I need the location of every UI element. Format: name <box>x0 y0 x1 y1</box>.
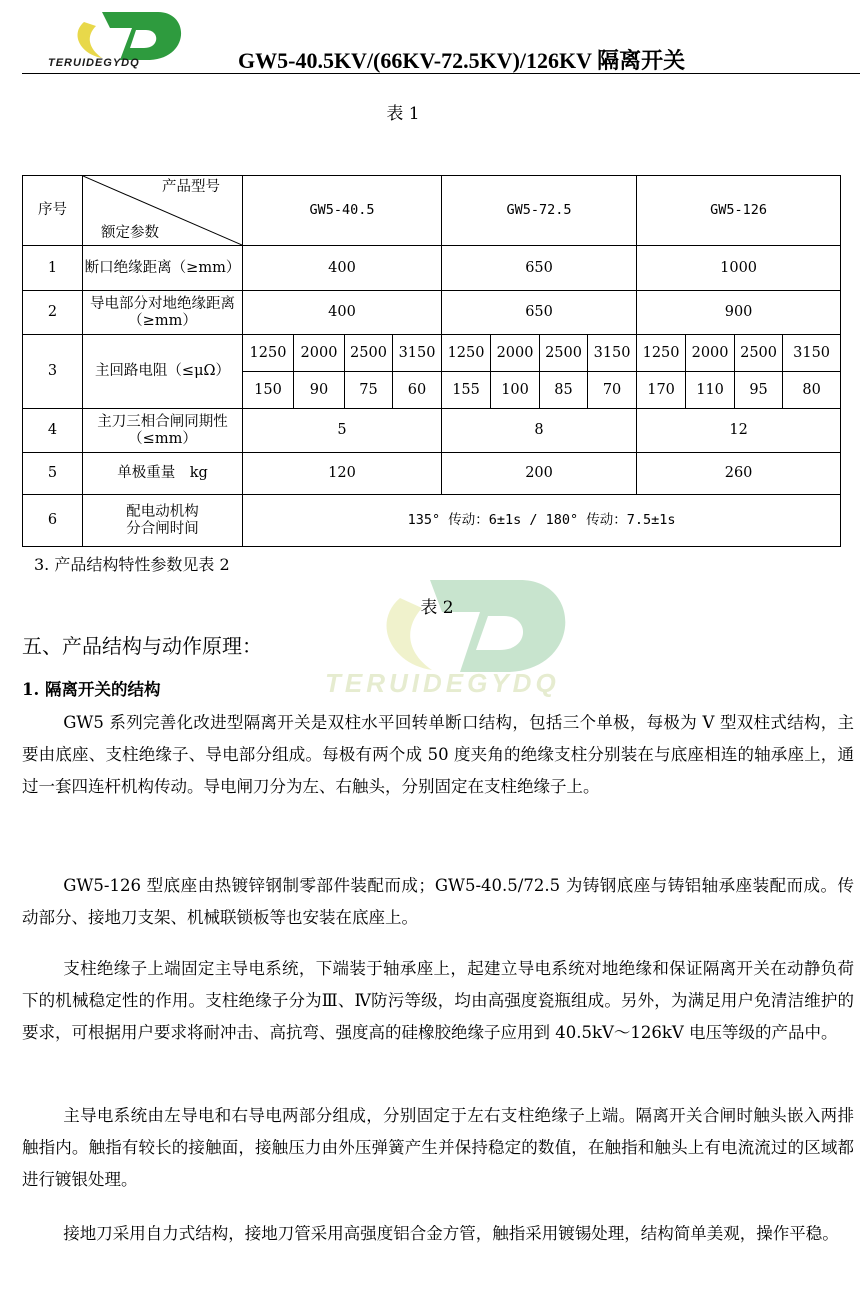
resistance-current: 1250 <box>243 335 294 372</box>
resistance-value: 90 <box>294 372 345 409</box>
diagonal-header-cell <box>83 176 243 246</box>
row-number: 4 <box>23 409 83 453</box>
resistance-value: 70 <box>588 372 637 409</box>
table-header-row <box>23 176 841 246</box>
row-param-line: 配电动机构 <box>126 503 199 520</box>
cell-value: 650 <box>442 291 637 335</box>
cell-value: 260 <box>637 453 841 495</box>
resistance-value: 100 <box>491 372 540 409</box>
row-param: 导电部分对地绝缘距离（≥mm） <box>83 291 243 335</box>
resistance-value: 75 <box>345 372 393 409</box>
paragraph: 接地刀采用自力式结构，接地刀管采用高强度铝合金方管，触指采用镀锡处理，结构简单美观，操作平稳。 <box>63 1224 839 1243</box>
corner-label-model: 产品型号 <box>162 179 220 195</box>
table-row <box>23 291 841 335</box>
row-number: 5 <box>23 453 83 495</box>
resistance-value: 150 <box>243 372 294 409</box>
table-row <box>23 246 841 291</box>
section-subheading: 1. 隔离开关的结构 <box>22 680 161 699</box>
paragraph: 支柱绝缘子上端固定主导电系统，下端装于轴承座上，起建立导电系统对地绝缘和保证隔离开关在动静负荷下的机械稳定性的作用。支柱绝缘子分为Ⅲ、Ⅳ防污等级，均由高强度瓷瓶组成。另外，为满足用户免清洁维护的要求，可根据用户要求将耐冲击、高抗弯、强度高的硅橡胶绝缘子应用到 40.5kV～126kV 电压等级的产品中。 <box>22 959 854 1042</box>
row-param: 单极重量 kg <box>83 453 243 495</box>
resistance-current-row <box>23 335 841 372</box>
table-note: 3. 产品结构特性参数见表 2 <box>34 555 230 574</box>
cell-value: 120 <box>243 453 442 495</box>
model-header: GW5-126 <box>637 176 841 246</box>
resistance-value: 95 <box>735 372 783 409</box>
cell-value: 135° 传动：6±1s / 180° 传动：7.5±1s <box>243 495 841 547</box>
cell-value: 400 <box>243 291 442 335</box>
parameter-table <box>22 175 841 547</box>
table1-caption: 表 1 <box>386 104 420 124</box>
cell-value: 5 <box>243 409 442 453</box>
paragraph: GW5-126 型底座由热镀锌钢制零部件装配而成；GW5-40.5/72.5 为铸钢底座与铸铝轴承座装配而成。传动部分、接地刀支架、机械联锁板等也安装在底座上。 <box>22 876 854 927</box>
cell-value: 8 <box>442 409 637 453</box>
cell-value: 400 <box>243 246 442 291</box>
model-header: GW5-40.5 <box>243 176 442 246</box>
resistance-current: 2500 <box>735 335 783 372</box>
resistance-current: 3150 <box>588 335 637 372</box>
table-row <box>23 453 841 495</box>
section-heading: 五、产品结构与动作原理： <box>22 634 262 658</box>
row-number: 1 <box>23 246 83 291</box>
row-param <box>83 495 243 547</box>
page-title: GW5-40.5KV/(66KV-72.5KV)/126KV 隔离开关 <box>238 48 686 73</box>
corner-label-param: 额定参数 <box>101 225 159 242</box>
resistance-value: 170 <box>637 372 686 409</box>
row-param: 断口绝缘距离（≥mm） <box>83 246 243 291</box>
cell-value: 1000 <box>637 246 841 291</box>
cell-value: 200 <box>442 453 637 495</box>
row-number: 3 <box>23 335 83 409</box>
resistance-value: 155 <box>442 372 491 409</box>
resistance-current: 3150 <box>393 335 442 372</box>
row-param-line: 分合闸时间 <box>126 520 199 537</box>
resistance-current: 3150 <box>783 335 841 372</box>
model-header: GW5-72.5 <box>442 176 637 246</box>
cell-value: 12 <box>637 409 841 453</box>
resistance-current: 2500 <box>540 335 588 372</box>
paragraph: GW5 系列完善化改进型隔离开关是双柱水平回转单断口结构，包括三个单极，每极为 V 型双柱式结构，主要由底座、支柱绝缘子、导电部分组成。每极有两个成 50 度夹角的绝缘支柱分别装在与底座相连的轴承座上，通过一套四连杆机构传动。导电闸刀分为左、右触头，分别固定在支柱绝缘子上。 <box>22 713 854 796</box>
resistance-value: 80 <box>783 372 841 409</box>
cell-value: 900 <box>637 291 841 335</box>
resistance-current: 2000 <box>294 335 345 372</box>
resistance-value: 85 <box>540 372 588 409</box>
cell-value: 650 <box>442 246 637 291</box>
row-number: 2 <box>23 291 83 335</box>
resistance-current: 2000 <box>491 335 540 372</box>
row-number: 6 <box>23 495 83 547</box>
resistance-value: 110 <box>686 372 735 409</box>
table-row <box>23 409 841 453</box>
resistance-current: 2500 <box>345 335 393 372</box>
header-divider <box>22 73 860 74</box>
table2-caption: 表 2 <box>420 598 454 618</box>
resistance-value: 60 <box>393 372 442 409</box>
resistance-current: 1250 <box>637 335 686 372</box>
resistance-current: 2000 <box>686 335 735 372</box>
row-param: 主回路电阻（≤μΩ） <box>83 335 243 409</box>
col-header-no: 序号 <box>23 176 83 246</box>
watermark-text: TERUIDEGYDQ <box>325 668 560 698</box>
resistance-current: 1250 <box>442 335 491 372</box>
row-param: 主刀三相合闸同期性（≤mm） <box>83 409 243 453</box>
paragraph: 主导电系统由左导电和右导电两部分组成，分别固定于左右支柱绝缘子上端。隔离开关合闸时触头嵌入两排触指内。触指有较长的接触面，接触压力由外压弹簧产生并保持稳定的数值，在触指和触头上有电流流过的区域都进行镀银处理。 <box>22 1106 854 1189</box>
logo-text: TERUIDEGYDQ <box>48 57 140 69</box>
page-header <box>0 0 860 80</box>
table-row <box>23 495 841 547</box>
